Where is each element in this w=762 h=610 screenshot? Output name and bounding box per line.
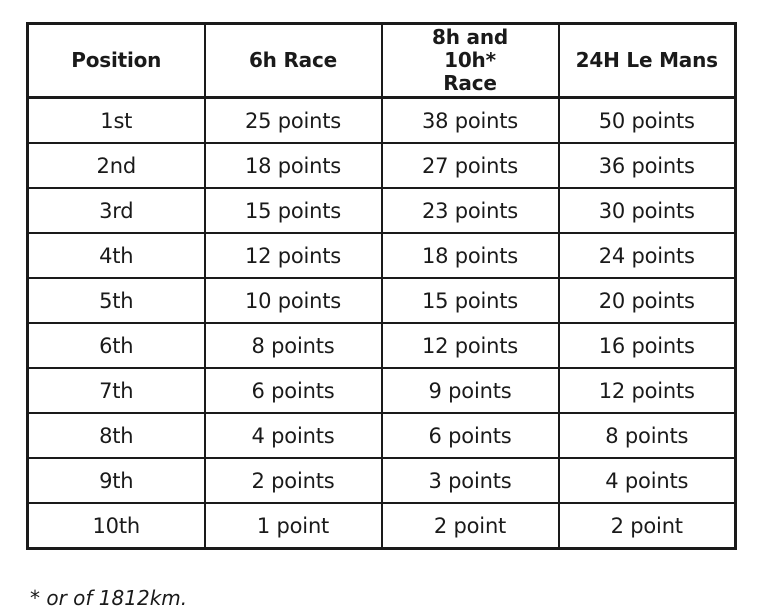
- header-8h-10h-race: [382, 24, 559, 98]
- cell-6h-points: 2 points: [205, 458, 382, 503]
- cell-24h-points: 2 point: [559, 503, 736, 549]
- cell-24h-points: 24 points: [559, 233, 736, 278]
- points-table: [26, 22, 737, 550]
- table-row: [28, 278, 736, 323]
- cell-6h-points: 18 points: [205, 143, 382, 188]
- header-position: Position: [28, 24, 205, 98]
- header-24h-le-mans: 24H Le Mans: [559, 24, 736, 98]
- table-row: [28, 368, 736, 413]
- cell-6h-points: 15 points: [205, 188, 382, 233]
- cell-8h-10h-points: 18 points: [382, 233, 559, 278]
- cell-6h-points: 12 points: [205, 233, 382, 278]
- header-8h-10h-race-label: 8h and 10h* Race: [432, 25, 508, 95]
- cell-position: 10th: [28, 503, 205, 549]
- cell-position: 5th: [28, 278, 205, 323]
- cell-24h-points: 36 points: [559, 143, 736, 188]
- cell-position: 7th: [28, 368, 205, 413]
- cell-6h-points: 8 points: [205, 323, 382, 368]
- cell-position: 1st: [28, 98, 205, 144]
- header-6h-race: 6h Race: [205, 24, 382, 98]
- cell-24h-points: 12 points: [559, 368, 736, 413]
- table-row: [28, 413, 736, 458]
- cell-8h-10h-points: 3 points: [382, 458, 559, 503]
- cell-position: 9th: [28, 458, 205, 503]
- cell-8h-10h-points: 27 points: [382, 143, 559, 188]
- cell-position: 2nd: [28, 143, 205, 188]
- cell-24h-points: 50 points: [559, 98, 736, 144]
- table-row: [28, 143, 736, 188]
- cell-6h-points: 4 points: [205, 413, 382, 458]
- cell-8h-10h-points: 15 points: [382, 278, 559, 323]
- header-row: [28, 24, 736, 98]
- cell-position: 8th: [28, 413, 205, 458]
- table-row: [28, 98, 736, 144]
- cell-position: 3rd: [28, 188, 205, 233]
- cell-position: 4th: [28, 233, 205, 278]
- cell-8h-10h-points: 38 points: [382, 98, 559, 144]
- table-body: [28, 98, 736, 549]
- cell-24h-points: 4 points: [559, 458, 736, 503]
- cell-6h-points: 10 points: [205, 278, 382, 323]
- table-row: [28, 503, 736, 549]
- cell-8h-10h-points: 9 points: [382, 368, 559, 413]
- footnote: * or of 1812km.: [30, 586, 188, 610]
- cell-8h-10h-points: 6 points: [382, 413, 559, 458]
- cell-8h-10h-points: 2 point: [382, 503, 559, 549]
- table-row: [28, 188, 736, 233]
- table-row: [28, 233, 736, 278]
- cell-8h-10h-points: 23 points: [382, 188, 559, 233]
- cell-6h-points: 25 points: [205, 98, 382, 144]
- table-row: [28, 458, 736, 503]
- cell-position: 6th: [28, 323, 205, 368]
- cell-6h-points: 1 point: [205, 503, 382, 549]
- cell-8h-10h-points: 12 points: [382, 323, 559, 368]
- cell-24h-points: 8 points: [559, 413, 736, 458]
- cell-24h-points: 20 points: [559, 278, 736, 323]
- cell-24h-points: 30 points: [559, 188, 736, 233]
- cell-6h-points: 6 points: [205, 368, 382, 413]
- table-row: [28, 323, 736, 368]
- cell-24h-points: 16 points: [559, 323, 736, 368]
